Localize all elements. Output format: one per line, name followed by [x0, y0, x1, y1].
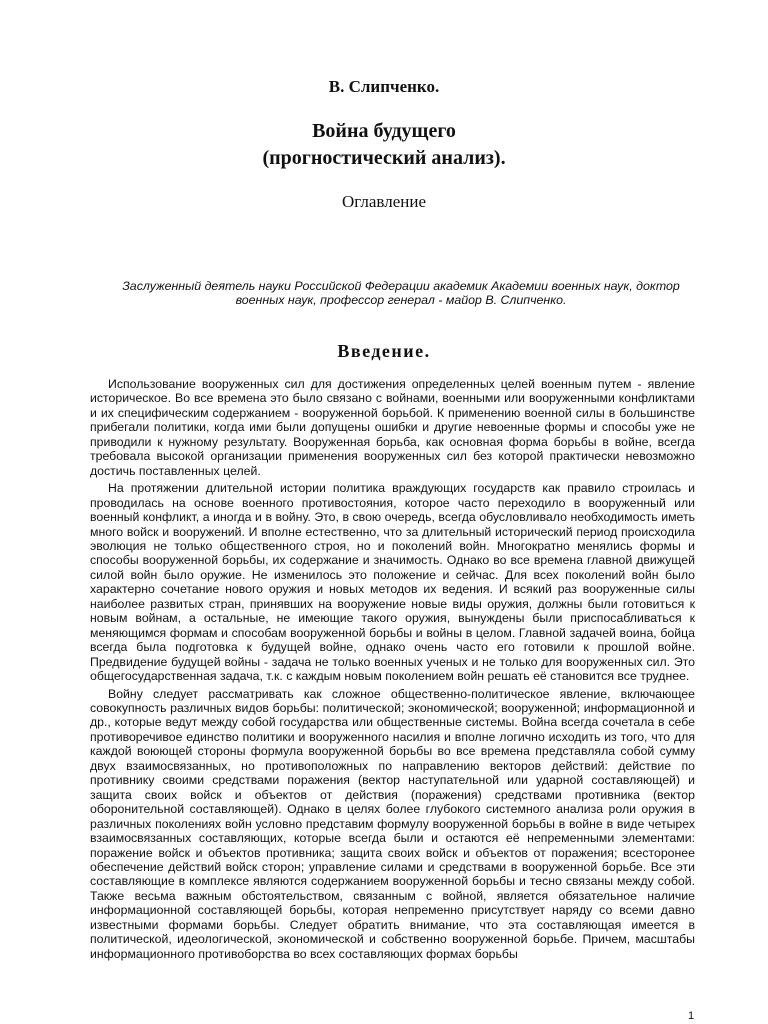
title-line-2: (прогностический анализ). [262, 147, 506, 169]
title-line-1: Война будущего [312, 120, 456, 142]
author-credentials: Заслуженный деятель науки Российской Федерации академик Академии военных наук, доктор военных наук, профессор генерал - майор В. Слипченко. [122, 279, 680, 307]
section-title: Введение. [337, 341, 431, 361]
author-name: В. Слипченко. [328, 77, 440, 96]
body-text [90, 377, 695, 964]
page-number: 1 [688, 1010, 695, 1022]
paragraph: Использование вооруженных сил для достижения определенных целей военным путем - явление историческое. Во все времена это было связано с войнами, военными или вооруженными конфликтами и их специфическим содержанием - вооруженной борьбой. К применению военной силы в большинстве прибегали политики, когда ими были допущены ошибки и другие невоенные формы и способы уже не приводили к нужному результату. Вооруженная борьба, как основная форма борьбы в войне, всегда требовала высокой организации применения вооруженных сил без которой практически невозможно достичь поставленных целей. [90, 377, 695, 478]
document-title [0, 118, 768, 172]
paragraph: На протяжении длительной истории политика враждующих государств как правило строилась и проводилась на основе военного противостояния, которое часто переходило в вооруженный или военный конфликт, а иногда и в войну. Это, в свою очередь, всегда обусловливало необходимость иметь много войск и вооружений. И вполне естественно, что за длительный исторический период происходила эволюция не только общественного строя, но и поколений войн. Многократно менялись формы и способы вооруженной борьбы, их содержание и значимость. Однако во все времена главной движущей силой войн было оружие. Не изменилось это положение и сейчас. Для всех поколений войн было характерно сочетание нового оружия и новых методов их ведения. И всякий раз вооруженные силы наиболее развитых стран, принявших на вооружение новые виды оружия, должны были готовиться к новым войнам, а остальные, не имеющие такого оружия, вынуждены были приспосабливаться к меняющимся формам и способам вооруженной борьбы и войны в целом. Главной задачей воина, бойца всегда была подготовка к будущей войне, однако очень часто его готовили к прошлой войне. Предвидение будущей войны - задача не только военных ученых и не только для вооруженных сил. Это общегосударственная задача, т.к. с каждым новым поколением войн решать её становится все труднее. [90, 481, 695, 684]
paragraph: Войну следует рассматривать как сложное общественно-политическое явление, включающее совокупность различных видов борьбы: политической; экономической; вооруженной; информационной и др., которые ведут между собой государства или общественные системы. Война всегда сочетала в себе противоречивое единство политики и вооруженного насилия и вполне логично исходить из того, что для каждой воюющей стороны формула вооруженной борьбы во все времена представляла собой сумму двух взаимосвязанных, но противоположных по направлению векторов действий: действие по противнику своими средствами поражения (вектор наступательной или ударной составляющей) и защита своих войск и объектов от действия (поражения) средствами противника (вектор оборонительной составляющей). Однако в целях более глубокого системного анализа роли оружия в различных поколениях войн условно представим формулу вооруженной борьбы в войне в виде четырех взаимосвязанных составляющих, которые всегда были и остаются её непременными элементами: поражение войск и объектов противника; защита своих войск и объектов от поражения; всесторонее обеспечение действий войск сторон; управление силами и средствами в вооруженной борьбе. Все эти составляющие в комплексе являются содержанием вооруженной борьбы и тесно связаны между собой. Также весьма важным обстоятельством, связанным с войной, является обязательное наличие информационной составляющей борьбы, которая непременно присутствует наряду со всеми давно известными формами борьбы. Следует обратить внимание, что эта составляющая имеется в политической, идеологической, экономической и собственно вооруженной борьбе. Причем, масштабы информационного противоборства во всех составляющих формах борьбы [90, 686, 695, 961]
toc-heading[interactable]: Оглавление [342, 192, 426, 211]
